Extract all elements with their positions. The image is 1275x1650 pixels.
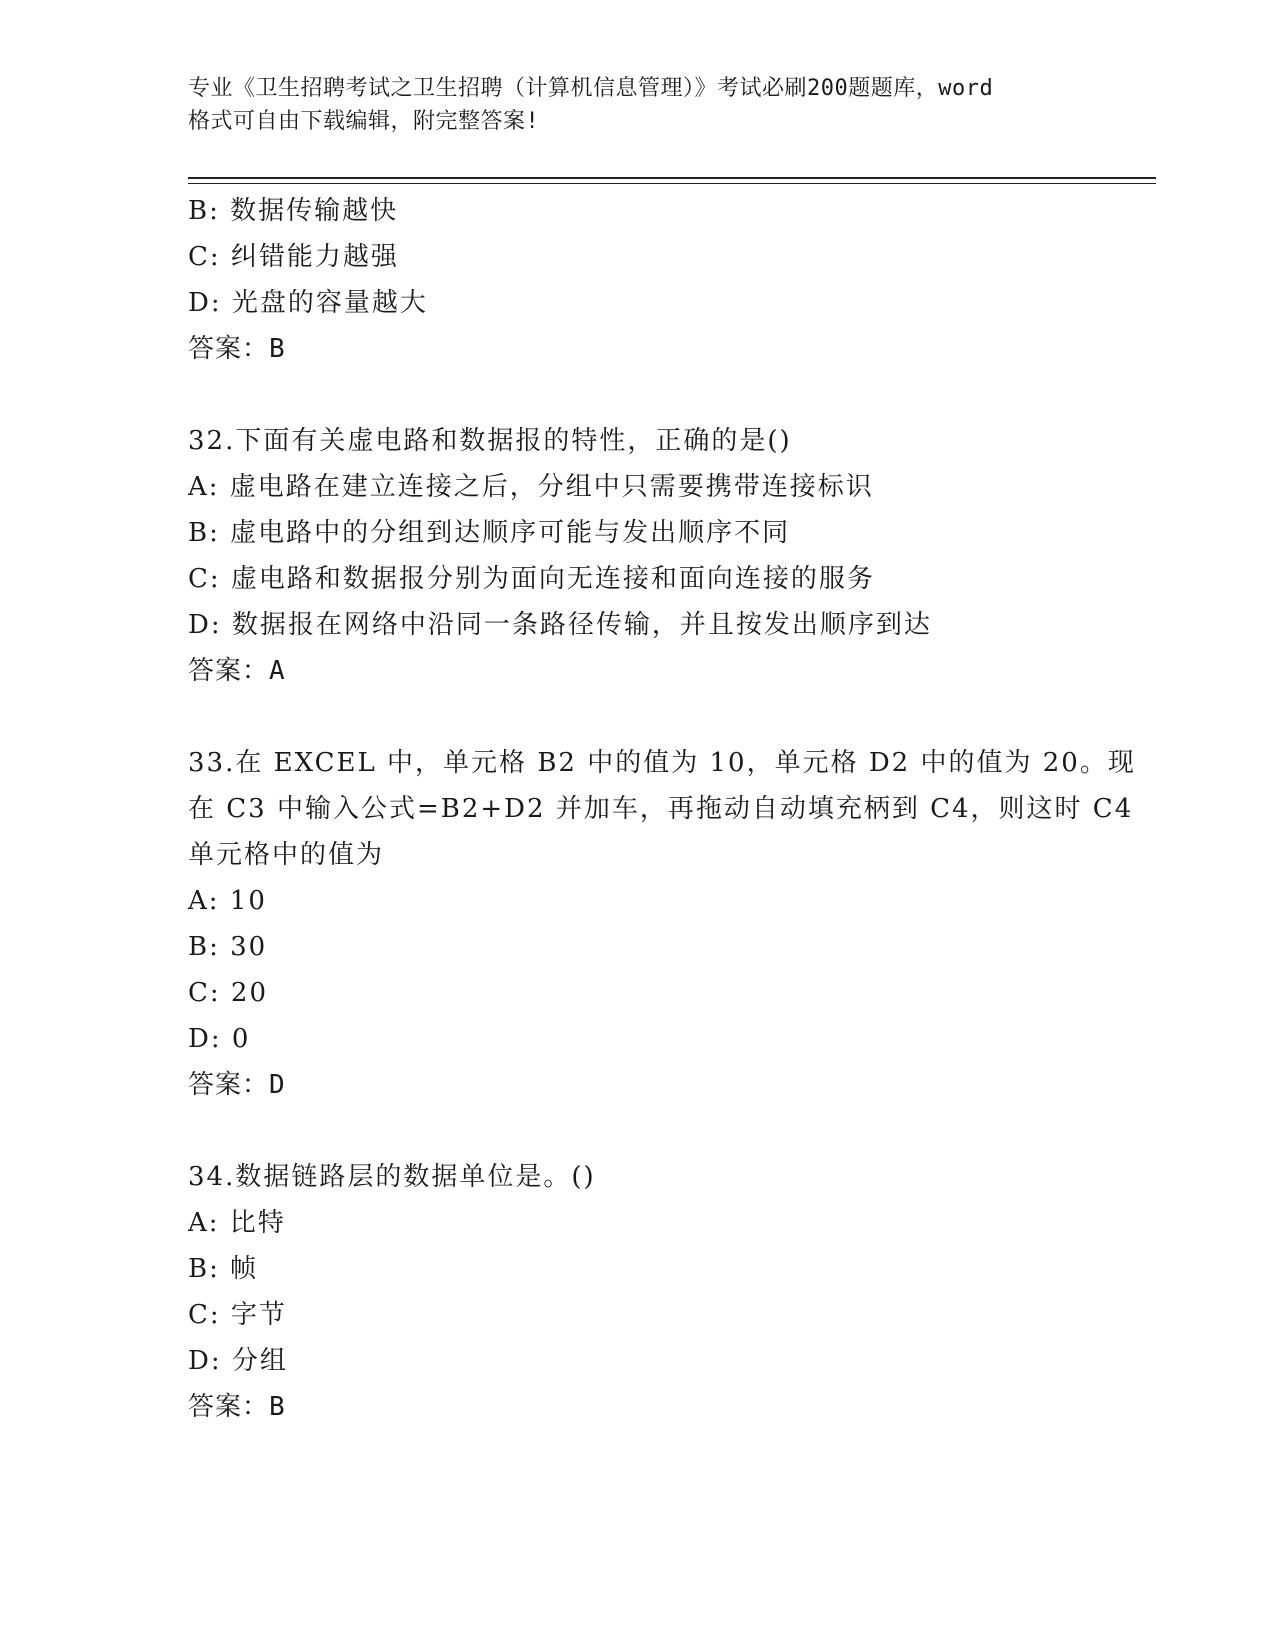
option-b: B: 30 [188, 932, 268, 962]
option-b: B: 数据传输越快 [188, 196, 399, 226]
answer-line: 答案：A [188, 656, 286, 686]
option-d: D: 数据报在网络中沿同一条路径传输，并且按发出顺序到达 [188, 610, 932, 640]
option-c: C: 20 [188, 978, 269, 1008]
answer-line: 答案：B [188, 1392, 286, 1422]
question-list [188, 188, 1136, 1430]
header-line-2: 格式可自由下载编辑，附完整答案! [188, 109, 540, 134]
question-text-line-3: 单元格中的值为 [188, 840, 385, 870]
option-c: C: 虚电路和数据报分别为面向无连接和面向连接的服务 [188, 564, 875, 594]
option-a: A: 比特 [188, 1208, 286, 1238]
question-text: 34.数据链路层的数据单位是。() [188, 1162, 596, 1192]
document-header [188, 72, 1088, 138]
header-divider-thin [188, 183, 1156, 184]
header-divider-thick [188, 177, 1156, 179]
question-text-line-2: 在 C3 中输入公式=B2+D2 并加车，再拖动自动填充柄到 C4，则这时 C4 [188, 794, 1134, 824]
question-block-32 [188, 418, 1108, 694]
question-text: 32.下面有关虚电路和数据报的特性，正确的是() [188, 426, 792, 456]
option-c: C: 纠错能力越强 [188, 242, 399, 272]
question-text-line-1: 33.在 EXCEL 中，单元格 B2 中的值为 10，单元格 D2 中的值为 20。现 [188, 748, 1136, 778]
question-block-33 [188, 740, 1136, 1108]
option-d: D: 分组 [188, 1346, 288, 1376]
option-a: A: 10 [188, 886, 267, 916]
question-block-31-continued [188, 188, 1108, 372]
option-c: C: 字节 [188, 1300, 287, 1330]
option-a: A: 虚电路在建立连接之后，分组中只需要携带连接标识 [188, 472, 874, 502]
header-line-1: 专业《卫生招聘考试之卫生招聘（计算机信息管理）》考试必刷200题题库，word [188, 76, 994, 101]
option-d: D: 光盘的容量越大 [188, 288, 428, 318]
answer-line: 答案：B [188, 334, 286, 364]
answer-line: 答案：D [188, 1070, 286, 1100]
option-b: B: 虚电路中的分组到达顺序可能与发出顺序不同 [188, 518, 791, 548]
option-b: B: 帧 [188, 1254, 259, 1284]
option-d: D: 0 [188, 1024, 251, 1054]
question-block-34 [188, 1154, 1108, 1430]
